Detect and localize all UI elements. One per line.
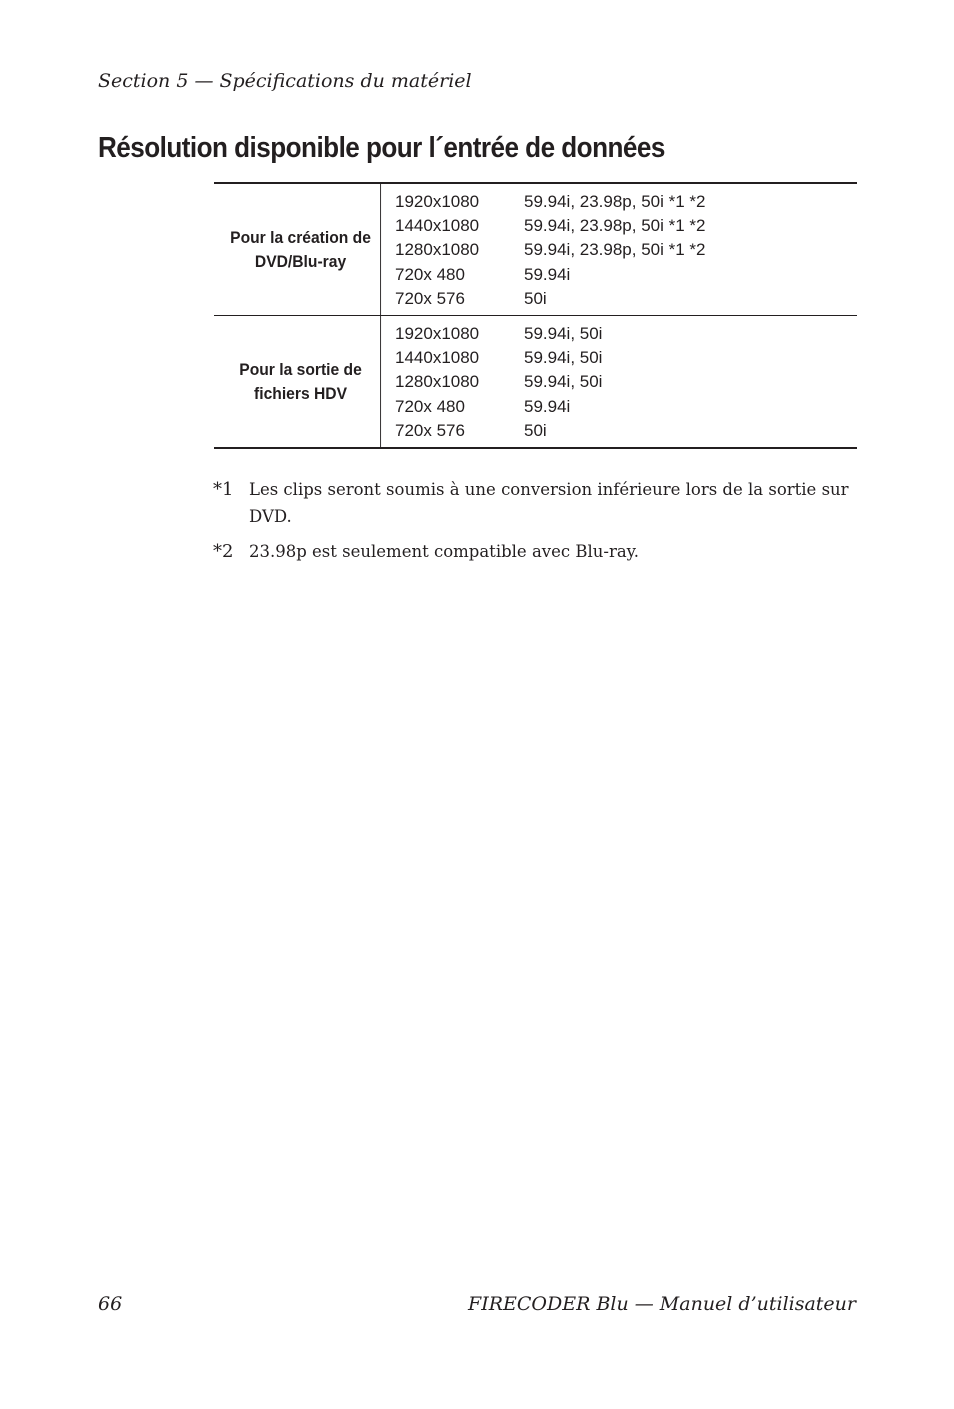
table-row (395, 190, 857, 214)
group-rows (388, 316, 857, 447)
page-title: Résolution disponible pour l´entrée de données (98, 132, 665, 164)
footnote-text: 23.98p est seulement compatible avec Blu-ray. (249, 542, 640, 561)
footnote-1 (213, 476, 853, 530)
resolution-cell: 1280x1080 (395, 240, 480, 260)
framerate-cell: 50i (524, 420, 547, 440)
group-label-line: DVD/Blu-ray (254, 251, 347, 271)
resolution-cell: 1920x1080 (395, 192, 480, 211)
table-row (395, 263, 857, 287)
framerate-cell: 59.94i, 50i (524, 348, 603, 368)
framerate-cell: 59.94i, 50i (524, 372, 603, 392)
footnote-mark: *2 (213, 541, 234, 562)
resolution-cell: 720x 576 (395, 420, 465, 440)
resolution-cell: 1440x1080 (395, 216, 480, 236)
group-label (221, 184, 381, 315)
table-row (395, 395, 857, 419)
framerate-cell: 59.94i (524, 396, 571, 416)
running-header: Section 5 — Spécifications du matériel (98, 70, 472, 92)
table-row (395, 238, 857, 262)
footnotes (213, 476, 853, 573)
table-row (395, 419, 857, 443)
resolution-cell: 1440x1080 (395, 348, 480, 368)
group-label-line: Pour la création de (230, 227, 371, 247)
resolution-table (214, 182, 857, 449)
group-label-line: fichiers HDV (254, 383, 348, 403)
resolution-cell: 720x 576 (395, 288, 465, 308)
page-number: 66 (98, 1293, 123, 1315)
framerate-cell: 59.94i, 23.98p, 50i *1 *2 (524, 240, 706, 260)
table-row (395, 287, 857, 311)
resolution-cell: 1920x1080 (395, 324, 480, 343)
resolution-cell: 720x 480 (395, 396, 465, 416)
footnote-mark: *1 (213, 479, 234, 500)
table-group-dvd-bluray (214, 184, 857, 315)
framerate-cell: 59.94i, 23.98p, 50i *1 *2 (524, 216, 706, 236)
group-rows (388, 184, 857, 315)
running-footer-title: FIRECODER Blu — Manuel d’utilisateur (468, 1293, 856, 1315)
table-row (395, 322, 857, 346)
framerate-cell: 50i (524, 288, 547, 308)
resolution-cell: 720x 480 (395, 264, 465, 284)
footnote-2 (213, 538, 853, 565)
table-row (395, 370, 857, 394)
group-label-line: Pour la sortie de (239, 359, 362, 379)
table-row (395, 214, 857, 238)
table-row (395, 346, 857, 370)
table-group-hdv-output (214, 315, 857, 447)
framerate-cell: 59.94i, 50i (524, 324, 603, 343)
framerate-cell: 59.94i (524, 264, 571, 284)
footnote-text: Les clips seront soumis à une conversion inférieure lors de la sortie sur DVD. (249, 480, 849, 526)
framerate-cell: 59.94i, 23.98p, 50i *1 *2 (524, 192, 706, 211)
group-label (221, 316, 381, 447)
resolution-cell: 1280x1080 (395, 372, 480, 392)
